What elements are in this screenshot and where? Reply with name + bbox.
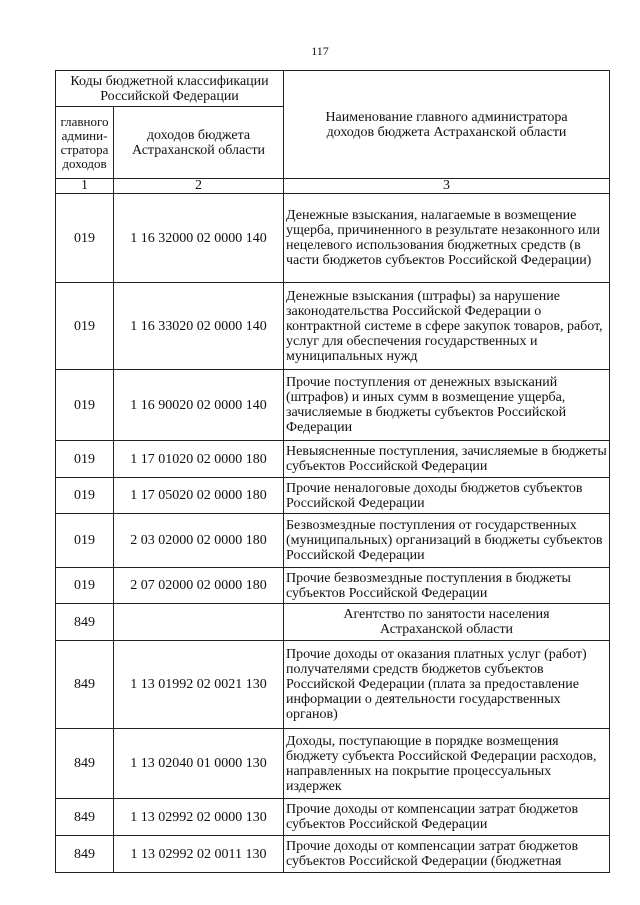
income-code: 1 13 02992 02 0011 130 bbox=[114, 836, 284, 873]
income-name: Денежные взыскания (штрафы) за нарушение законодательства Российской Федерации о контрактной системе в сфере закупок товаров, работ, услуг для обеспечения государственных и муниципальных нужд bbox=[284, 283, 610, 370]
budget-classification-table bbox=[55, 70, 610, 873]
table-row bbox=[56, 478, 610, 514]
admin-code: 019 bbox=[56, 370, 114, 441]
code-column-header: доходов бюджета Астраханской области bbox=[114, 107, 284, 179]
admin-code: 849 bbox=[56, 836, 114, 873]
income-name: Прочие доходы от компенсации затрат бюджетов субъектов Российской Федерации bbox=[284, 799, 610, 836]
income-code: 2 07 02000 02 0000 180 bbox=[114, 568, 284, 604]
table-row bbox=[56, 799, 610, 836]
income-name: Денежные взыскания, налагаемые в возмещение ущерба, причиненного в результате незаконного или нецелевого использования бюджетных средств (в части бюджетов субъектов Российской Федерации) bbox=[284, 194, 610, 283]
column-number-1: 1 bbox=[56, 179, 114, 194]
income-name: Прочие доходы от компенсации затрат бюджетов субъектов Российской Федерации (бюджетная bbox=[284, 836, 610, 873]
admin-code: 019 bbox=[56, 194, 114, 283]
income-code: 1 16 90020 02 0000 140 bbox=[114, 370, 284, 441]
income-code: 1 17 05020 02 0000 180 bbox=[114, 478, 284, 514]
column-number-3: 3 bbox=[284, 179, 610, 194]
admin-code: 849 bbox=[56, 641, 114, 729]
table-row bbox=[56, 641, 610, 729]
income-name: Доходы, поступающие в порядке возмещения бюджету субъекта Российской Федерации расходов, направленных на покрытие процессуальных издержек bbox=[284, 729, 610, 799]
income-code: 1 16 32000 02 0000 140 bbox=[114, 194, 284, 283]
income-code: 1 13 02992 02 0000 130 bbox=[114, 799, 284, 836]
codes-group-header: Коды бюджетной классификации Российской Федерации bbox=[56, 71, 284, 107]
name-column-header: Наименование главного администратора доходов бюджета Астраханской области bbox=[284, 71, 610, 179]
income-name: Прочие неналоговые доходы бюджетов субъектов Российской Федерации bbox=[284, 478, 610, 514]
page-number: 117 bbox=[311, 44, 329, 58]
income-code: 1 13 01992 02 0021 130 bbox=[114, 641, 284, 729]
income-code: 1 17 01020 02 0000 180 bbox=[114, 441, 284, 478]
column-number-2: 2 bbox=[114, 179, 284, 194]
table-row bbox=[56, 370, 610, 441]
table-row bbox=[56, 283, 610, 370]
income-name: Невыясненные поступления, зачисляемые в бюджеты субъектов Российской Федерации bbox=[284, 441, 610, 478]
table-row bbox=[56, 604, 610, 641]
income-code: 1 13 02040 01 0000 130 bbox=[114, 729, 284, 799]
table-row bbox=[56, 568, 610, 604]
table-row bbox=[56, 514, 610, 568]
admin-column-header: главного админи-стратора доходов bbox=[56, 107, 114, 179]
admin-code: 849 bbox=[56, 604, 114, 641]
admin-code: 019 bbox=[56, 478, 114, 514]
admin-code: 849 bbox=[56, 729, 114, 799]
admin-code: 019 bbox=[56, 283, 114, 370]
admin-code: 019 bbox=[56, 441, 114, 478]
agency-name: Агентство по занятости населения Астраханской области bbox=[284, 604, 610, 641]
income-name: Прочие безвозмездные поступления в бюджеты субъектов Российской Федерации bbox=[284, 568, 610, 604]
income-code bbox=[114, 604, 284, 641]
table-row bbox=[56, 441, 610, 478]
admin-code: 019 bbox=[56, 514, 114, 568]
table-row bbox=[56, 194, 610, 283]
income-code: 2 03 02000 02 0000 180 bbox=[114, 514, 284, 568]
income-name: Прочие доходы от оказания платных услуг (работ) получателями средств бюджетов субъектов Российской Федерации (плата за предоставление информации о деятельности государственных органов) bbox=[284, 641, 610, 729]
table-row bbox=[56, 836, 610, 873]
admin-code: 019 bbox=[56, 568, 114, 604]
admin-code: 849 bbox=[56, 799, 114, 836]
income-name: Прочие поступления от денежных взысканий (штрафов) и иных сумм в возмещение ущерба, зачисляемые в бюджеты субъектов Российской Федерации bbox=[284, 370, 610, 441]
income-code: 1 16 33020 02 0000 140 bbox=[114, 283, 284, 370]
income-name: Безвозмездные поступления от государственных (муниципальных) организаций в бюджеты субъектов Российской Федерации bbox=[284, 514, 610, 568]
table-row bbox=[56, 729, 610, 799]
